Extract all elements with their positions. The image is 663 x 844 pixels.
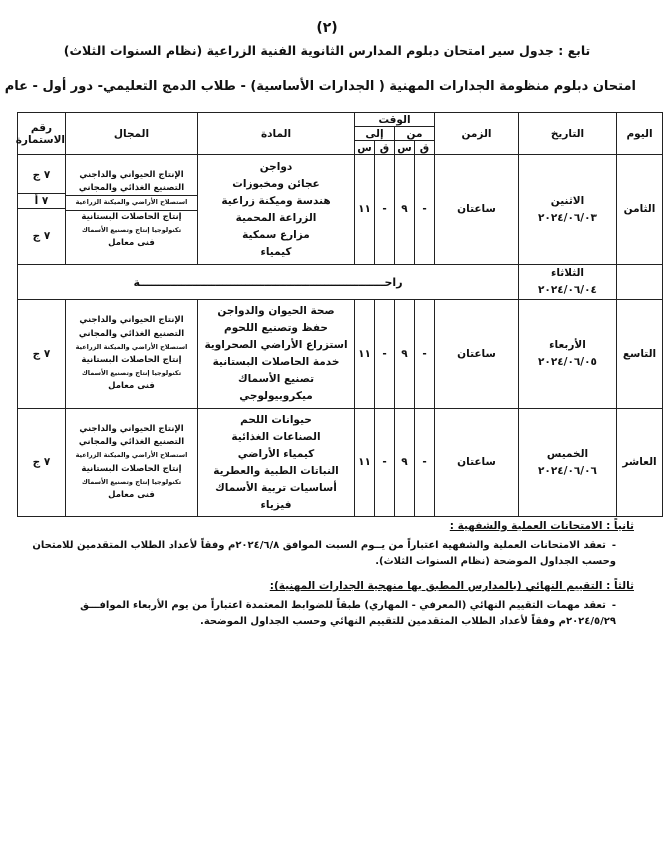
to-q-cell: -	[375, 409, 395, 517]
subject-item: تصنيع الأسماك	[237, 373, 315, 385]
section-practical-exams	[20, 520, 634, 570]
field-item: الإنتاج الحيواني والداجني	[79, 315, 184, 326]
weekday: الاثنين	[550, 194, 585, 207]
field-item: إنتاج الحاصلات البستانية	[81, 355, 182, 365]
header-from-s: س	[395, 141, 415, 155]
subject-item: دواجن	[259, 160, 293, 173]
form-number-cell: ٧ ج	[18, 409, 66, 517]
section-heading: ثالثاً : التقييم النهائي (بالمدارس المطبق بها منهجية الجدارات المهنية):	[269, 580, 634, 592]
form-number: ٧ أ	[18, 193, 65, 209]
subject-item: كيمياء	[260, 245, 292, 258]
table-row	[18, 155, 663, 265]
bullet-text: تعقد مهمات التقييم النهائي (المعرفي - المهاري) طبقاً للضوابط المعتمدة اعتباراً من يوم الأربعاء الموافـــق ٢٠٢٤/٥/٢٩م وفقاً لأعداد الطلاب المتقدمين للتقييم النهائي وحسب الجداول الموضحة.	[80, 600, 616, 627]
subject-item: مزارع سمكية	[242, 228, 310, 241]
field-item: فنى معامل	[108, 381, 155, 392]
table-row	[18, 300, 663, 409]
weekday: الثلاثاء	[550, 267, 585, 279]
subject-item: هندسة وميكنة زراعية	[221, 194, 331, 207]
field-item: إنتاج الحاصلات البستانية	[81, 463, 182, 474]
header-from-q: ق	[415, 141, 435, 155]
to-s-cell: ١١	[355, 155, 375, 265]
field-item: الإنتاج الحيواني والداجني	[79, 169, 184, 180]
section-bullet	[20, 598, 634, 630]
subject-cell	[198, 155, 355, 265]
field-item: فنى معامل	[108, 489, 155, 500]
field-cell	[66, 409, 198, 517]
field-item: استصلاح الأراضي والميكنة الزراعية	[75, 451, 188, 460]
header-to-q: ق	[375, 141, 395, 155]
form-number: ٧ ج	[32, 168, 51, 181]
exam-schedule-table	[17, 112, 663, 517]
page-number: (٢)	[316, 20, 338, 36]
document-subtitle: امتحان دبلوم منظومة الجدارات المهنية ( الجدارات الأساسية) - طلاب الدمج التعليمي- دور أول - عام	[4, 79, 636, 94]
header-to: إلى	[355, 127, 395, 141]
form-number-cell: ٧ ج	[18, 300, 66, 409]
from-q-cell: -	[415, 155, 435, 265]
subject-item: كيمياء الأراضي	[237, 447, 315, 460]
date-cell	[519, 265, 617, 300]
field-cell	[66, 155, 198, 265]
document-title: تابع : جدول سير امتحان دبلوم المدارس الثانوية الفنية الزراعية (نظام السنوات الثلاث)	[63, 43, 591, 58]
subject-item: حفظ وتصنيع اللحوم	[224, 322, 328, 334]
header-date: التاريخ	[519, 113, 617, 155]
subject-item: صحة الحيوان والدواجن	[217, 305, 335, 317]
field-item: الإنتاج الحيواني والداجني	[79, 423, 184, 434]
field-item: التصنيع الغذائي والمجاني	[78, 183, 185, 194]
date-cell	[519, 409, 617, 517]
header-to-s: س	[355, 141, 375, 155]
header-time: الوقت	[355, 113, 435, 127]
weekday: الخميس	[546, 447, 589, 460]
from-q-cell: -	[415, 300, 435, 409]
field-item: إنتاج الحاصلات البستانية	[81, 211, 182, 222]
duration-cell: ساعتان	[435, 409, 519, 517]
section-final-assessment	[20, 580, 634, 630]
field-item: استصلاح الأراضي والميكنة الزراعية	[75, 342, 188, 351]
duration-cell: ساعتان	[435, 155, 519, 265]
field-item: التصنيع الغذائي والمجاني	[78, 437, 185, 448]
field-item: تكنولوجيا إنتاج وتصنيع الأسماك	[81, 225, 182, 234]
day-cell: الثامن	[617, 155, 663, 265]
bullet-text: تعقد الامتحانات العملية والشفهية اعتباراً من يــوم السبت الموافق ٢٠٢٤/٦/٨م وفقاً لأعداد الطلاب المتقدمين للامتحان وحسب الجداول الموضحة (نظام السنوات الثلاث).	[32, 540, 616, 567]
header-field: المجال	[66, 113, 198, 155]
header-from: من	[395, 127, 435, 141]
table-row-rest	[18, 265, 663, 300]
date-cell	[519, 155, 617, 265]
subject-item: عجائن ومخبوزات	[232, 177, 320, 190]
subject-item: الصناعات الغذائية	[231, 430, 321, 443]
field-item: فنى معامل	[108, 237, 155, 248]
subject-item: استزراع الأراضي الصحراوية	[204, 339, 348, 351]
subject-cell	[198, 300, 355, 409]
date-cell	[519, 300, 617, 409]
section-heading: ثانياً : الامتحانات العملية والشفهية :	[449, 520, 634, 532]
from-q-cell: -	[415, 409, 435, 517]
date: ٢٠٢٤/٠٦/٠٦	[538, 464, 597, 477]
form-number-cell	[18, 155, 66, 265]
weekday: الأربعاء	[549, 339, 586, 351]
duration-cell: ساعتان	[435, 300, 519, 409]
from-s-cell: ٩	[395, 155, 415, 265]
from-s-cell: ٩	[395, 300, 415, 409]
header-form-number: رقم الاستمارة	[18, 113, 66, 155]
to-s-cell: ١١	[355, 300, 375, 409]
day-cell: التاسع	[617, 300, 663, 409]
date: ٢٠٢٤/٠٦/٠٣	[538, 211, 597, 224]
field-item: استصلاح الأراضي والميكنة الزراعية	[66, 195, 197, 210]
header-subject: المادة	[198, 113, 355, 155]
subject-item: النباتات الطبية والعطرية	[213, 464, 339, 477]
subject-item: حيوانات اللحم	[240, 413, 312, 426]
section-bullet	[20, 538, 634, 570]
to-q-cell: -	[375, 155, 395, 265]
from-s-cell: ٩	[395, 409, 415, 517]
subject-item: خدمة الحاصلات البستانية	[212, 356, 340, 368]
subject-cell	[198, 409, 355, 517]
to-q-cell: -	[375, 300, 395, 409]
field-item: تكنولوجيا إنتاج وتصنيع الأسماك	[81, 477, 182, 486]
field-item: تكنولوجيا إنتاج وتصنيع الأسماك	[81, 369, 182, 378]
subject-item: فيزياء	[260, 498, 292, 511]
subject-item: الزراعة المحمية	[235, 211, 317, 224]
bullet-dash-icon: -	[611, 540, 616, 551]
subject-item: أساسيات تربية الأسماك	[215, 481, 337, 494]
form-number: ٧ ج	[32, 229, 51, 242]
date: ٢٠٢٤/٠٦/٠٥	[538, 356, 597, 368]
bullet-dash-icon: -	[611, 600, 616, 611]
rest-day-label: راحـــــــــــــــــــــــــــــــــــــــــــــــــــــــــــــــــة	[18, 265, 519, 300]
to-s-cell: ١١	[355, 409, 375, 517]
subject-item: ميكروبيولوجي	[239, 390, 313, 402]
header-duration: الزمن	[435, 113, 519, 155]
day-cell: العاشر	[617, 409, 663, 517]
field-item: التصنيع الغذائي والمجاني	[78, 328, 185, 339]
header-day: اليوم	[617, 113, 663, 155]
field-cell	[66, 300, 198, 409]
date: ٢٠٢٤/٠٦/٠٤	[538, 284, 597, 296]
table-row	[18, 409, 663, 517]
